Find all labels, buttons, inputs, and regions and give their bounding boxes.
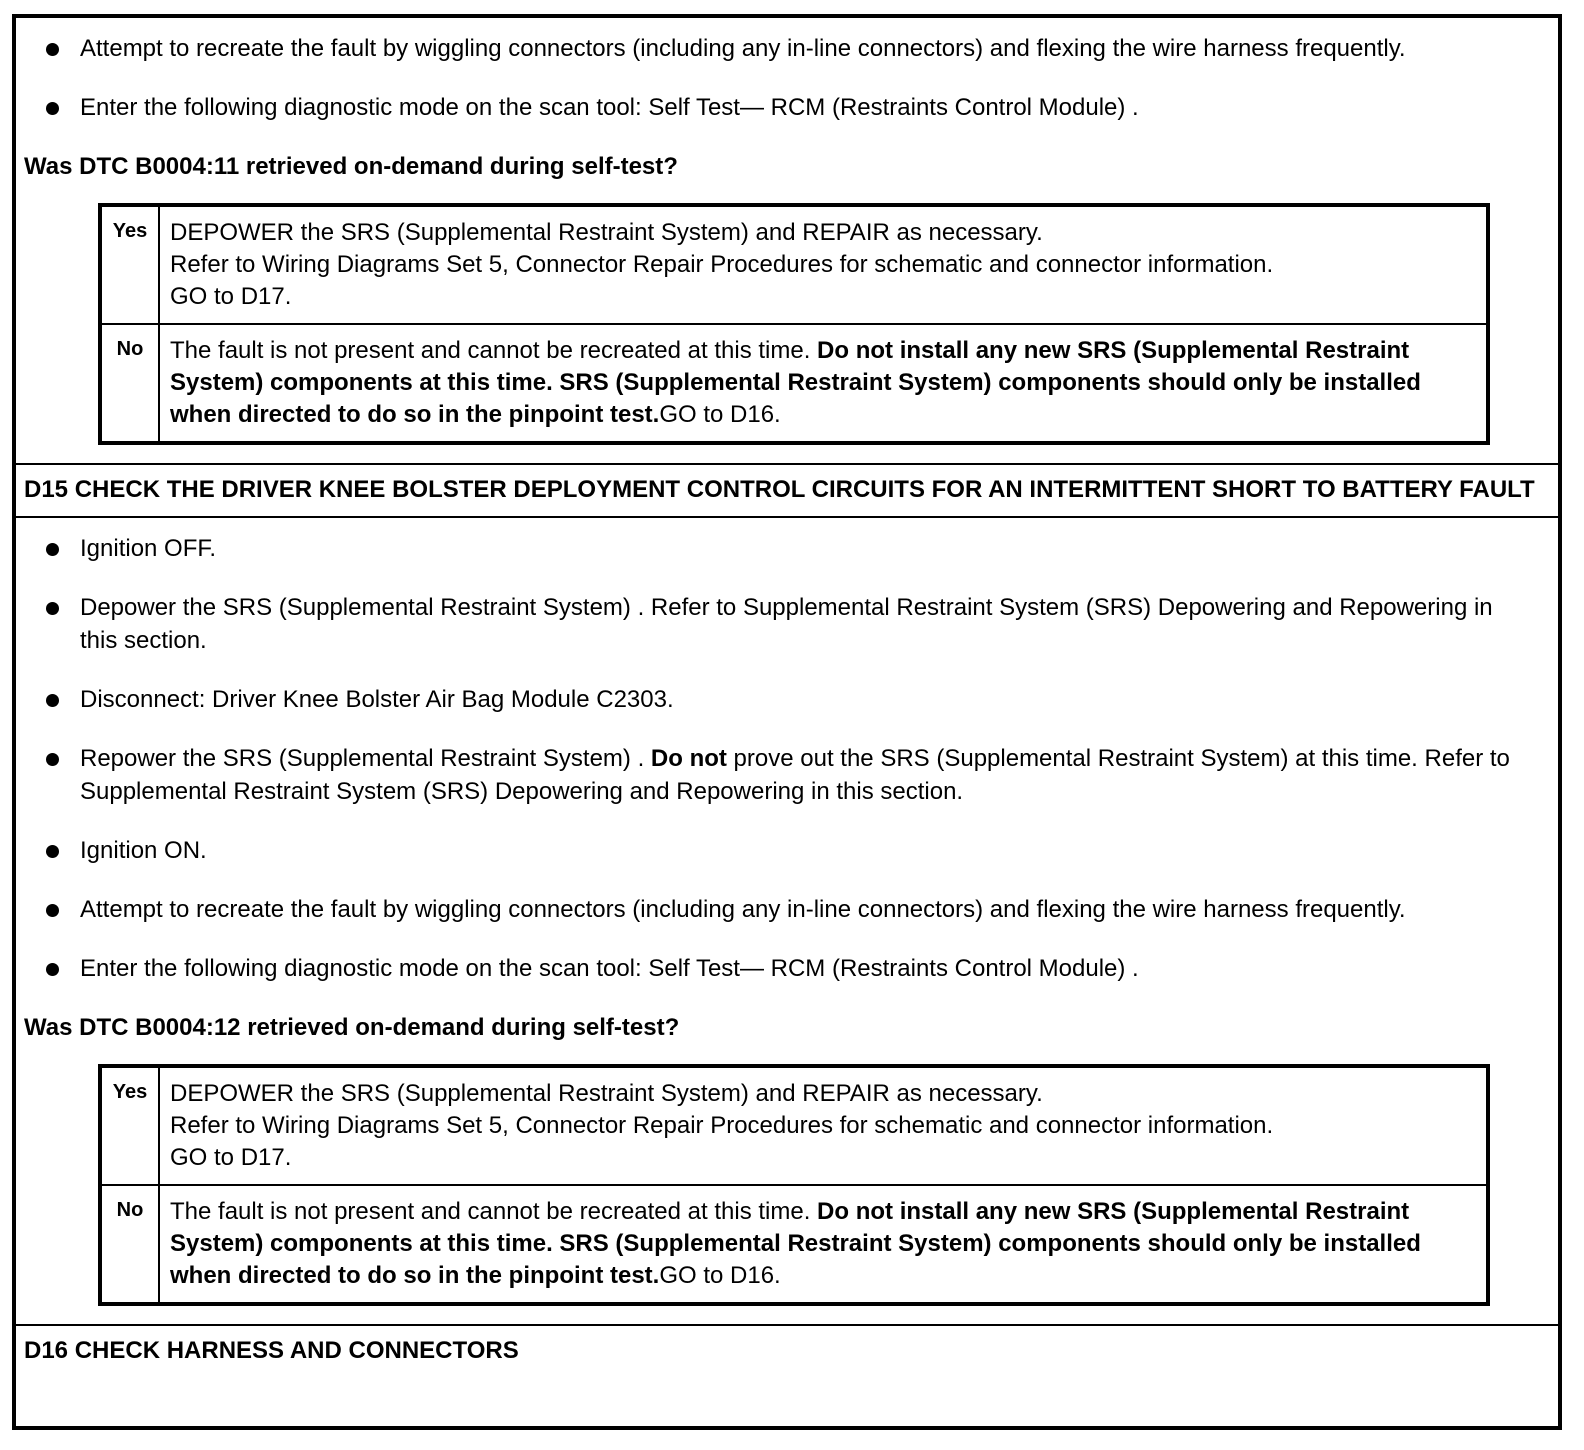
- yes-action-line: GO to D17.: [170, 1144, 292, 1171]
- no-action-warning: Do not install any new SRS (Supplemental Restraint System) components at this time. SRS (Supplemental Restraint System) components should only be installed when directed to do so in the pinpoint test.: [170, 1198, 1421, 1289]
- list-item: [24, 893, 1498, 926]
- d15-question: Was DTC B0004:12 retrieved on-demand during self-test?: [24, 1014, 680, 1041]
- list-item: [24, 91, 1498, 124]
- bullet-icon: [46, 753, 59, 766]
- no-action: [159, 1185, 1488, 1304]
- step-text: Attempt to recreate the fault by wiggling connectors (including any in-line connectors) and flexing the wire harness frequently.: [80, 896, 1406, 923]
- list-item: [24, 591, 1498, 657]
- bullet-icon: [46, 543, 59, 556]
- list-item: [24, 532, 1498, 565]
- yes-action-line: DEPOWER the SRS (Supplemental Restraint System) and REPAIR as necessary.: [170, 1080, 1043, 1107]
- list-item: [24, 683, 1498, 716]
- no-action-text: The fault is not present and cannot be recreated at this time.: [170, 1198, 818, 1225]
- list-item: [24, 32, 1498, 65]
- no-action-goto: GO to D16.: [659, 1262, 781, 1289]
- list-item: [24, 742, 1538, 808]
- bullet-icon: [46, 963, 59, 976]
- table-row: [100, 324, 1488, 443]
- no-label: No: [100, 1185, 159, 1304]
- step-text: Attempt to recreate the fault by wiggling connectors (including any in-line connectors) and flexing the wire harness frequently.: [80, 35, 1406, 62]
- yes-action-line: GO to D17.: [170, 283, 292, 310]
- list-item: [24, 834, 1498, 867]
- d14-continuation: [16, 18, 1558, 465]
- bullet-icon: [46, 102, 59, 115]
- step-text: Repower the SRS (Supplemental Restraint System) .: [80, 745, 651, 772]
- yes-action-line: DEPOWER the SRS (Supplemental Restraint System) and REPAIR as necessary.: [170, 219, 1043, 246]
- yes-label: Yes: [100, 205, 159, 324]
- yes-action-line: Refer to Wiring Diagrams Set 5, Connector Repair Procedures for schematic and connector information.: [170, 251, 1274, 278]
- yes-action-line: Refer to Wiring Diagrams Set 5, Connector Repair Procedures for schematic and connector information.: [170, 1112, 1274, 1139]
- step-text: Ignition OFF.: [80, 535, 217, 562]
- d14-step-list: [24, 32, 1558, 124]
- step-text: Disconnect: Driver Knee Bolster Air Bag Module C2303.: [80, 686, 674, 713]
- no-action-text: The fault is not present and cannot be recreated at this time.: [170, 337, 818, 364]
- d14-question: Was DTC B0004:11 retrieved on-demand during self-test?: [24, 153, 678, 180]
- table-row: [100, 1185, 1488, 1304]
- d15-answer-table: [98, 1064, 1490, 1306]
- d14-answer-table: [98, 203, 1490, 445]
- list-item: [24, 952, 1498, 985]
- yes-label: Yes: [100, 1066, 159, 1185]
- no-action-warning: Do not install any new SRS (Supplemental Restraint System) components at this time. SRS (Supplemental Restraint System) components should only be installed when directed to do so in the pinpoint test.: [170, 337, 1421, 428]
- yes-action: [159, 205, 1488, 324]
- d16-heading: D16 CHECK HARNESS AND CONNECTORS: [24, 1337, 519, 1364]
- step-text: Enter the following diagnostic mode on the scan tool: Self Test— RCM (Restraints Control Module) .: [80, 955, 1139, 982]
- yes-action: [159, 1066, 1488, 1185]
- bullet-icon: [46, 845, 59, 858]
- d15-step-list: [24, 532, 1558, 985]
- bullet-icon: [46, 43, 59, 56]
- bullet-icon: [46, 602, 59, 615]
- step-text: Ignition ON.: [80, 837, 207, 864]
- step-text: Enter the following diagnostic mode on the scan tool: Self Test— RCM (Restraints Control Module) .: [80, 94, 1139, 121]
- bullet-icon: [46, 904, 59, 917]
- document-page: [12, 14, 1562, 1430]
- step-text: Depower the SRS (Supplemental Restraint System) . Refer to Supplemental Restraint System (SRS) Depowering and Repowering in this section.: [80, 594, 1493, 654]
- table-row: [100, 1066, 1488, 1185]
- no-action: [159, 324, 1488, 443]
- step-text-emphasis: Do not: [650, 745, 727, 772]
- table-row: [100, 205, 1488, 324]
- no-action-goto: GO to D16.: [659, 401, 781, 428]
- d15-body: [16, 518, 1558, 1326]
- d15-heading: D15 CHECK THE DRIVER KNEE BOLSTER DEPLOYMENT CONTROL CIRCUITS FOR AN INTERMITTENT SHORT TO BATTERY FAULT: [16, 465, 1558, 518]
- no-label: No: [100, 324, 159, 443]
- step-text: prove out the SRS (Supplemental Restraint System) at this time. Refer to Supplemental Restraint System (SRS) Depowering and Repowering in this section.: [80, 745, 1510, 805]
- bullet-icon: [46, 694, 59, 707]
